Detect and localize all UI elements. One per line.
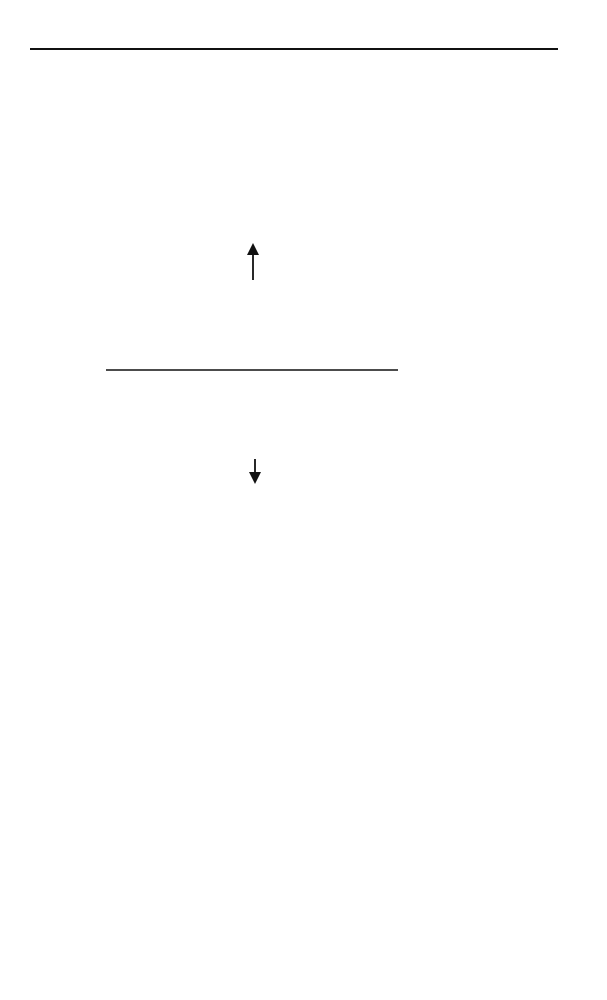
figure-9: [0, 225, 607, 535]
down-arrow-icon: [249, 472, 261, 484]
energy-level-diagram: [0, 225, 607, 510]
header-rule: [30, 48, 558, 50]
up-arrow-icon: [247, 243, 259, 255]
page-header: [30, 26, 558, 50]
